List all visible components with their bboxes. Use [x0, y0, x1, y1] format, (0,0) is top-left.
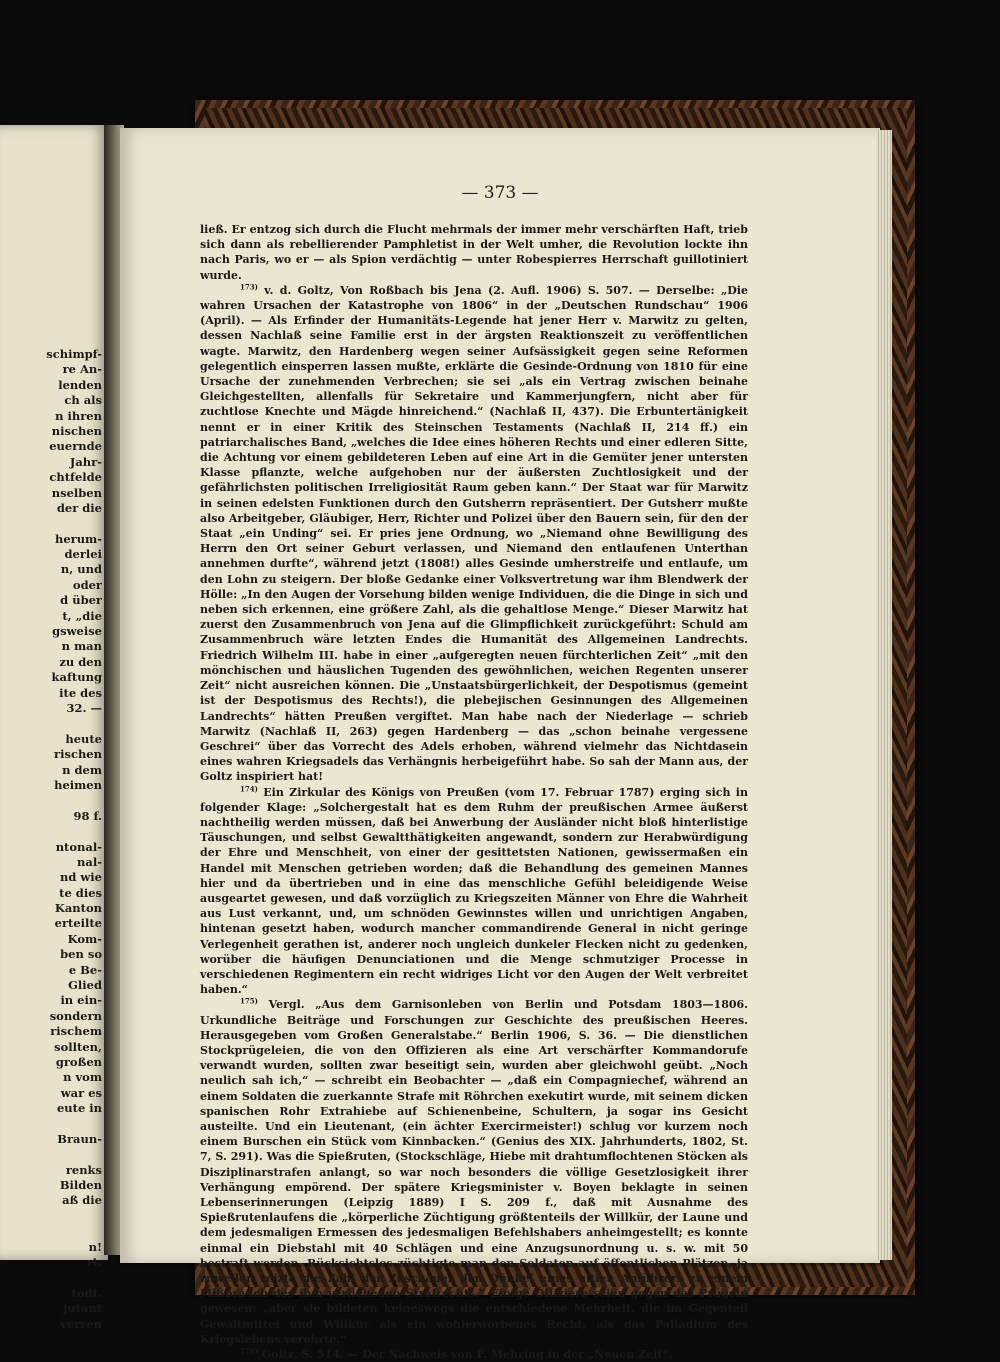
- left-page-line: Glied: [68, 978, 102, 993]
- left-page-line: 98 f.: [73, 808, 102, 823]
- left-page-line: zu den: [59, 654, 102, 669]
- left-page-line: n ihren: [55, 408, 102, 423]
- left-page-line: n, und: [60, 562, 102, 577]
- left-page-line: gsweise: [52, 624, 102, 639]
- left-page-line: Bilden: [59, 1178, 102, 1193]
- footnote-176: [200, 1347, 748, 1362]
- page-edges: [876, 130, 892, 1260]
- left-page-line: erteilte: [54, 916, 102, 931]
- left-page-line: n man: [61, 639, 102, 654]
- left-page-line: n dem: [62, 762, 102, 777]
- left-page-line: nselben: [51, 485, 102, 500]
- left-page-text-fragments: [2, 347, 102, 1332]
- left-page-line: 32. —: [66, 700, 102, 715]
- left-page-line: n!: [88, 1239, 102, 1254]
- left-page-line: rt.: [86, 1255, 102, 1270]
- left-page-line: Jahr-: [69, 454, 102, 469]
- footnote-marker: 173): [240, 282, 258, 292]
- left-page-line: lenden: [58, 377, 102, 392]
- left-page-line: re An-: [62, 362, 102, 377]
- left-page-line: der die: [56, 500, 102, 515]
- left-page-line: [2, 1117, 102, 1132]
- left-page-line: chtfelde: [49, 470, 102, 485]
- left-page: [0, 125, 108, 1331]
- left-page-line: Kanton: [54, 901, 102, 916]
- left-page-line: d über: [60, 593, 102, 608]
- left-page-line: [2, 1147, 102, 1162]
- left-page-line: jutant: [63, 1301, 102, 1316]
- left-page-line: derlei: [64, 547, 102, 562]
- left-page-line: großen: [55, 1054, 102, 1069]
- left-page-line: Kom-: [67, 931, 102, 946]
- left-page-line: [2, 716, 102, 731]
- left-page-line: nd wie: [60, 870, 102, 885]
- left-page-line: war es: [60, 1085, 102, 1100]
- left-page-line: oder: [72, 577, 102, 592]
- left-page-line: herum-: [54, 531, 102, 546]
- footnote-marker: 174): [240, 783, 258, 793]
- left-page-line: [2, 1270, 102, 1285]
- left-page-line: e Be-: [68, 962, 102, 977]
- left-page-line: ntonal-: [55, 839, 102, 854]
- page-number: — 373 —: [461, 183, 539, 203]
- left-page-line: n vom: [63, 1070, 102, 1085]
- left-page-line: Braun-: [57, 1131, 102, 1146]
- left-page-line: verren: [60, 1316, 102, 1331]
- left-page-line: in ein-: [60, 993, 102, 1008]
- left-page-line: sondern: [49, 1008, 102, 1023]
- left-page-line: sollten,: [54, 1039, 102, 1054]
- footnote-text: Goltz, S. 514. — Der Nachweis von F. Mehring in der „Neuen Zeit“.: [261, 1348, 673, 1362]
- footnote-text-block: [200, 222, 748, 1362]
- footnote-173: [200, 283, 748, 785]
- left-page-line: [2, 824, 102, 839]
- left-page-line: [2, 516, 102, 531]
- left-page-line: aß die: [62, 1193, 102, 1208]
- left-page-line: ch als: [64, 393, 102, 408]
- left-page-line: rischen: [54, 747, 102, 762]
- left-page-line: [2, 1224, 102, 1239]
- footnote-continuation: ließ. Er entzog sich durch die Flucht mehrmals der immer mehr verschärften Haft, trieb sich dann als rebellierender Pamphletist in der Welt umher, die Revolution lockte ihn nach Paris, wo er — als Spion verdächtig — unter Robespierres Herrschaft guillotiniert wurde.: [200, 223, 748, 282]
- left-page-line: kaftung: [51, 670, 102, 685]
- footnote-text: Ein Zirkular des Königs von Preußen (vom 17. Februar 1787) erging sich in folgender Klage: „Solchergestalt hat es dem Ruhm der preußischen Armee äußerst nachtheilig werden müssen, daß bei Anwerbung der Ausländer nicht bloß hinterlistige Täuschungen, und selbst Gewaltthätigkeiten angewandt, sondern zur Herabwürdigung der Ehre und Menschheit, von einer der gesittetsten Nationen, gewissermaßen ein Handel mit Menschen getrieben worden; daß die Behandlung des gemeinen Mannes hier und da übertrieben und in eine das menschliche Gefühl beleidigende Weise ausgeartet gewesen, und daß vorzüglich zu Kriegszeiten Männer von Ehre die Wahrheit aus Lust verkannt, und, um schnöden Gewinnstes willen und unrichtigen Angaben, hintenan gesetzt haben, wodurch mancher commandirende General in nicht geringe Verlegenheit gerathen ist, anderer noch ungleich dunkeler Flecken nicht zu gedenken, worüber die häufigen Denunciationen und die Menge schmutziger Processe in verschiedenen Regimentern ein recht widriges Licht vor den Augen der Welt verbreitet haben.“: [200, 785, 748, 997]
- left-page-line: heimen: [54, 777, 102, 792]
- footnote-marker: 175): [240, 996, 258, 1006]
- footnote-174: [200, 785, 748, 998]
- left-page-line: schimpf-: [46, 347, 102, 361]
- left-page-line: rischem: [50, 1024, 102, 1039]
- left-page-line: t, „die: [62, 608, 102, 623]
- footnote-text: v. d. Goltz, Von Roßbach bis Jena (2. Aufl. 1906) S. 507. — Derselbe: „Die wahren Ursachen der Katastrophe von 1806“ in der „Deutschen Rundschau“ 1906 (April). — Als Erfinder der Humanitäts-Legende hat jener Herr v. Marwitz zu gelten, dessen Nachlaß seine Familie erst in der ärgsten Reaktionszeit zu veröffentlichen wagte. Marwitz, den Hardenberg wegen seiner Aufsässigkeit gegen seine Reformen gelegentlich einsperren lassen mußte, erklärte die Gesinde-Ordnung von 1810 für eine Ursache der zunehmenden Verbrechen; sie sei „als ein Vertrag zwischen beinahe Gleichgestellten, allenfalls für Sekretaire und Kammerjungfern, nicht aber für zuchtlose Knechte und Mägde hinreichend.“ (Nachlaß II, 437). Die Erbuntertänigkeit nennt er in einer Kritik des Steinschen Testaments (Nachlaß II, 214 ff.) ein patriarchalisches Band, „welches die Idee eines höheren Rechts und einer edleren Sitte, die Achtung vor einem gebildeteren Leben auf eine Art in die Gemüter jener untersten Klasse pflanzte, welche aufgehoben nur der äußersten Zuchtlosigkeit und der gefährlichsten politischen Irreligiosität Raum geben kann.“ Der Staat war für Marwitz in seinen edelsten Funktionen durch den Gutsherrn repräsentiert. Der Gutsherr mußte also Arbeitgeber, Gläubiger, Herr, Richter und Polizei über den Bauern sein, für den der Staat „ein Unding“ sei. Er pries jene Ordnung, wo „Niemand ohne Bewilligung des Herrn den Ort seiner Geburt verlassen, und Niemand den entlaufenen Unterthan annehmen durfte“, während jetzt (1808!) alles Gesinde umherstreife und entlaufe, um den Lohn zu steigern. Der bloße Gedanke einer Volksvertretung war ihm Blendwerk der Hölle: „In den Augen der Vorsehung bilden wenige Individuen, die die Dinge in sich und neben sich erkennen, eine größere Zahl, als die gehaltlose Menge.“ Dieser Marwitz hat zuerst den Zusammenbruch von Jena auf die Glimpflichkeit zurückgeführt: Schuld am Zusammenbruch wäre letzten Endes die Humanität des Allgemeinen Landrechts. Friedrich Wilhelm III. habe in einer „aufgeregten neuen fürchterlichen Zeit“ „mit den mönchischen und häuslichen Tugenden des gewöhnlichen, weichen Regenten unserer Zeit“ nicht ausreichen können. Die „Unstaatsbürgerlichkeit, der Despotismus (gemeint ist der Despotismus des Rechts!), die plebejischen Gesinnungen des Allgemeinen Landrechts“ hätten Preußen vergiftet. Man habe nach der Niederlage — schrieb Marwitz (Nachlaß II, 263) gegen Hardenberg — das „schon beinahe vergessene Geschrei“ über das Vorrecht des Adels erhoben, während vielmehr das Nichtdasein eines wahren Kriegsadels das Verhängnis herbeigeführt habe. So sah der Mann aus, der Goltz inspiriert hat!: [200, 283, 748, 784]
- left-page-line: euernde: [49, 439, 102, 454]
- left-page-line: renks: [65, 1162, 102, 1177]
- footnote-175: [200, 997, 748, 1347]
- left-page-line: todt.: [71, 1285, 102, 1300]
- left-page-line: eute in: [56, 1101, 102, 1116]
- left-page-line: ite des: [59, 685, 102, 700]
- footnote-text: Vergl. „Aus dem Garnisonleben von Berlin und Potsdam 1803—1806. Urkundliche Beiträge und Forschungen zur Geschichte des preußischen Heeres. Herausgegeben vom Großen Generalstabe.“ Berlin 1906, S. 36. — Die dienstlichen Stockprügeleien, die von den Offizieren als eine Art verschärfter Kommandorufe verwandt wurden, sollten zwar beseitigt sein, wurden aber gleichwohl geübt. „Noch neulich sah ich,“ — schreibt ein Beobachter — „daß ein Compagniechef, während an einem Soldaten die zuerkannte Strafe mit Röhrchen exekutirt wurde, mit seinem dicken spanischen Rohr Extrahiebe auf Schienenbeine, Schultern, ja sogar ins Gesicht austeilte. Und ein Lieutenant, (ein ächter Exercirmeister!) schlug vor kurzem noch einem Burschen ein Stück vom Kinnbacken.“ (Genius des XIX. Jahrhunderts, 1802, St. 7, S. 291). Was die Spießruten, (Stockschläge, Hiebe mit drahtumflochtenen Stöcken als Disziplinarstrafen anlangt, so war noch besonders die völlige Gesetzlosigkeit ihrer Verhängung empörend. Der spätere Kriegsminister v. Boyen beklagte in seinen Lebenserinnerungen (Leipzig 1889) I S. 209 f., daß mit Ausnahme des Spießrutenlaufens die „körperliche Züchtigung größtenteils der Willkür, der Laune und dem jedesmaligen Ermessen des jedesmaligen Befehlshabers anheimgestellt; es konnte einmal ein Diebstahl mit 40 Schlägen und eine Anzugsunordnung u. s. w. mit 50 bestraft werden. Rücksichtslos züchtigte man den Soldaten auf öffentlichen Plätzen, ja zuweilen reizte die Zahl der Zuschauer den Dünkel eines eitlen Anführers zu einem Mißbrauch des ihm verliehenen Strafrechts.“ Einige Offiziere seien gegen das Prügeln gewesen; „aber sie bildeten keineswegs die entschiedene Mehrheit, die im Gegenteil Gewaltmittel und Willkür als ein wohlerworbenes Recht, als das Palladium des Kriegslebens verehrte.“: [200, 998, 748, 1346]
- left-page-line: nal-: [77, 854, 102, 869]
- left-page-line: ben so: [60, 947, 102, 962]
- left-page-line: [2, 793, 102, 808]
- left-page-line: [2, 1209, 102, 1224]
- footnote-marker: 176): [240, 1346, 258, 1356]
- left-page-line: nischen: [51, 423, 102, 438]
- left-page-line: heute: [65, 731, 102, 746]
- left-page-line: te dies: [59, 885, 102, 900]
